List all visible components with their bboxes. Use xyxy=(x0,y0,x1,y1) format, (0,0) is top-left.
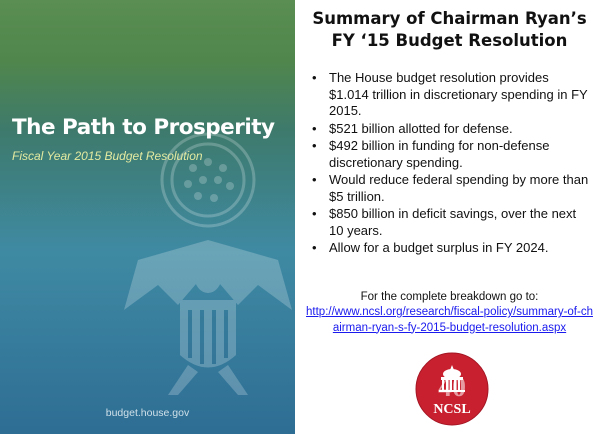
logo-text: NCSL xyxy=(433,402,471,417)
logo-number: 40 xyxy=(438,372,466,403)
cover-subtitle: Fiscal Year 2015 Budget Resolution xyxy=(12,149,203,163)
ncsl-logo-icon xyxy=(415,352,489,426)
summary-bullet-list xyxy=(312,70,592,258)
bullet-item: • The House budget resolution provides $1.014 trillion in discretionary spending in FY 2015. xyxy=(312,70,592,120)
report-cover-image xyxy=(0,0,295,434)
cover-url: budget.house.gov xyxy=(105,407,190,419)
bullet-item: • $492 billion in funding for non-defense discretionary spending. xyxy=(312,138,592,171)
breakdown-intro-text: For the complete breakdown go to: xyxy=(360,291,539,303)
bullet-item: • Allow for a budget surplus in FY 2024. xyxy=(312,240,592,257)
summary-heading: Summary of Chairman Ryan’s FY ‘15 Budget Resolution xyxy=(312,9,587,50)
cover-title: The Path to Prosperity xyxy=(12,115,275,140)
breakdown-link[interactable]: http://www.ncsl.org/research/fiscal-policy/summary-of-chairman-ryan-s-fy-2015-budget-resolution.aspx xyxy=(306,306,593,334)
bullet-item: • $850 billion in deficit savings, over the next 10 years. xyxy=(312,206,592,239)
bullet-item: • $521 billion allotted for defense. xyxy=(312,121,592,138)
bullet-item: • Would reduce federal spending by more than $5 trillion. xyxy=(312,172,592,205)
